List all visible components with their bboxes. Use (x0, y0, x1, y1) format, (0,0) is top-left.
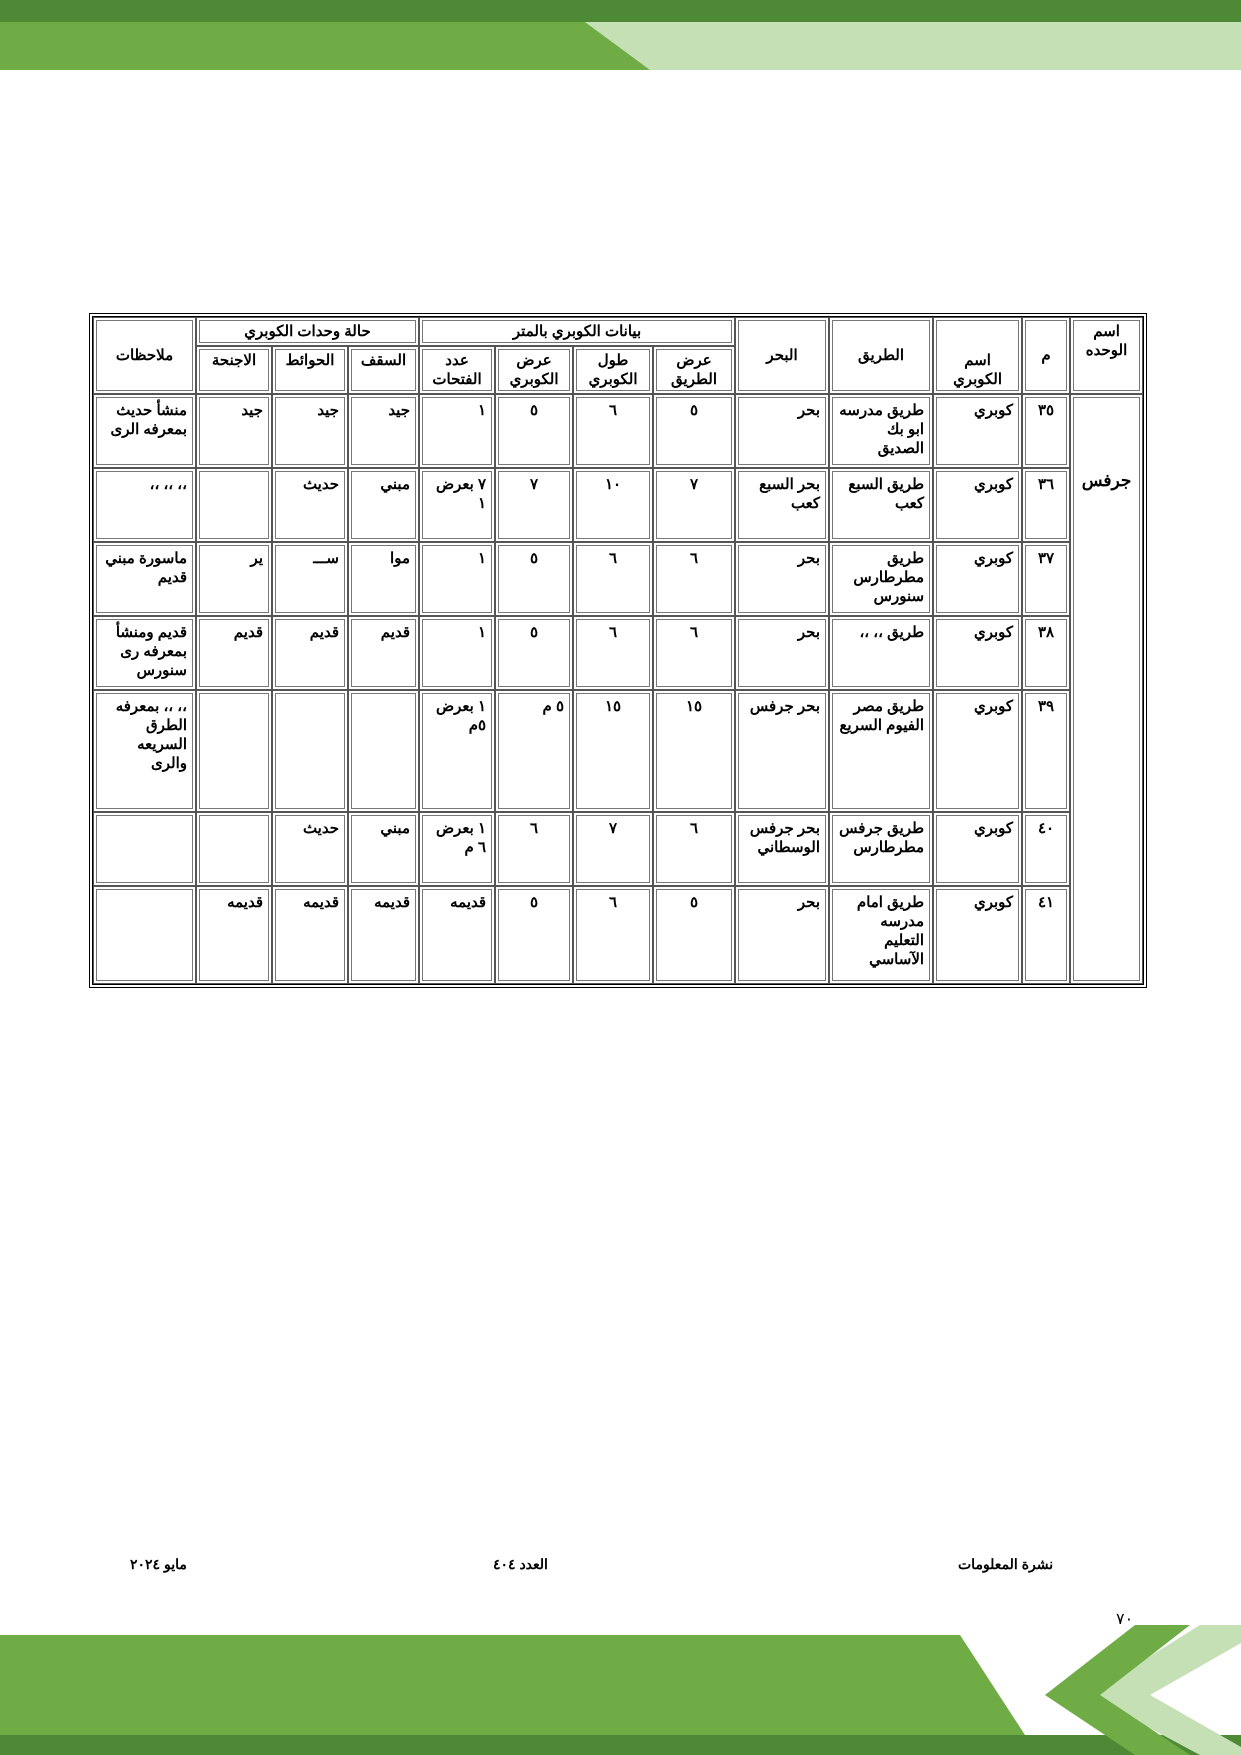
openings-cell: قديمه (419, 886, 495, 984)
bridge-name-cell: كوبري (933, 468, 1022, 542)
header-serial: م (1022, 317, 1070, 394)
header-bridge-length: طول الكوبري (573, 346, 653, 394)
width-cell: ٥ (495, 542, 573, 616)
table-row (93, 468, 1143, 542)
footer-publication: نشرة المعلومات (958, 1556, 1054, 1572)
table-row (93, 690, 1143, 812)
header-wings: الاجنحة (196, 346, 272, 394)
openings-cell: ١ بعرض ٥م (419, 690, 495, 812)
wings-cell: جيد (196, 394, 272, 468)
header-bridge-name: اسم الكوبري (933, 317, 1022, 394)
canal-cell: بحر (735, 542, 829, 616)
roof-cell: مبني (348, 468, 419, 542)
footer-dark-strip (0, 1735, 1241, 1755)
bridges-table (92, 316, 1144, 985)
notes-cell: ،، ،، ،، (93, 468, 196, 542)
header-canal: البحر (735, 317, 829, 394)
serial-cell: ٣٦ (1022, 468, 1070, 542)
canal-cell: بحر (735, 616, 829, 690)
serial-cell: ٣٨ (1022, 616, 1070, 690)
road-cell: طريق مصر الفيوم السريع (829, 690, 933, 812)
width-cell: ٥ (495, 616, 573, 690)
wings-cell (196, 690, 272, 812)
notes-cell (93, 812, 196, 886)
roof-cell: جيد (348, 394, 419, 468)
serial-cell: ٣٧ (1022, 542, 1070, 616)
header-bridge-width: عرض الكوبري (495, 346, 573, 394)
walls-cell: قديمه (272, 886, 348, 984)
canal-cell: بحر جرفس الوسطاني (735, 812, 829, 886)
serial-cell: ٤٠ (1022, 812, 1070, 886)
walls-cell: جيد (272, 394, 348, 468)
header-light-band (585, 22, 1241, 70)
bridge-name-cell: كوبري (933, 690, 1022, 812)
canal-cell: بحر (735, 886, 829, 984)
table-row (93, 886, 1143, 984)
walls-cell (272, 690, 348, 812)
footer-decoration (0, 1625, 1241, 1755)
width-cell: ٦ (495, 812, 573, 886)
serial-cell: ٤١ (1022, 886, 1070, 984)
notes-cell: ،، ،، بمعرفه الطرق السريعه والرى (93, 690, 196, 812)
roof-cell: موا (348, 542, 419, 616)
wings-cell (196, 468, 272, 542)
bridge-name-cell: كوبري (933, 812, 1022, 886)
page-number: ٧٠ (1116, 1611, 1134, 1628)
bridge-name-cell: كوبري (933, 616, 1022, 690)
road-width-cell: ٥ (653, 886, 735, 984)
bridge-name-cell: كوبري (933, 394, 1022, 468)
bridge-name-cell: كوبري (933, 886, 1022, 984)
header-walls: الحوائط (272, 346, 348, 394)
header-dark-strip (0, 0, 1241, 22)
width-cell: ٥ (495, 886, 573, 984)
road-cell: طريق امام مدرسه التعليم الآساسي (829, 886, 933, 984)
header-decoration (0, 0, 1241, 72)
footer-date: مايو ٢٠٢٤ (130, 1556, 187, 1572)
header-green-band (0, 22, 650, 70)
roof-cell (348, 690, 419, 812)
length-cell: ١٠ (573, 468, 653, 542)
canal-cell: بحر السبع كعب (735, 468, 829, 542)
length-cell: ٦ (573, 394, 653, 468)
canal-cell: بحر (735, 394, 829, 468)
road-width-cell: ٥ (653, 394, 735, 468)
width-cell: ٥ م (495, 690, 573, 812)
road-cell: طريق مطرطارس سنورس (829, 542, 933, 616)
width-cell: ٧ (495, 468, 573, 542)
length-cell: ٧ (573, 812, 653, 886)
roof-cell: مبني (348, 812, 419, 886)
header-unit-name: اسم الوحده (1070, 317, 1143, 394)
openings-cell: ١ بعرض ٦ م (419, 812, 495, 886)
notes-cell: ماسورة مبني قديم (93, 542, 196, 616)
length-cell: ٦ (573, 542, 653, 616)
road-width-cell: ٦ (653, 812, 735, 886)
walls-cell: قديم (272, 616, 348, 690)
openings-cell: ١ (419, 394, 495, 468)
notes-cell: منشأ حديث بمعرفه الرى (93, 394, 196, 468)
width-cell: ٥ (495, 394, 573, 468)
roof-cell: قديمه (348, 886, 419, 984)
bridge-name-cell: كوبري (933, 542, 1022, 616)
serial-cell: ٣٥ (1022, 394, 1070, 468)
road-width-cell: ١٥ (653, 690, 735, 812)
table-row (93, 616, 1143, 690)
road-cell: طريق مدرسه ابو بك الصديق (829, 394, 933, 468)
walls-cell: ســـ (272, 542, 348, 616)
wings-cell (196, 812, 272, 886)
header-row-1 (93, 317, 1143, 346)
notes-cell (93, 886, 196, 984)
table-row (93, 394, 1143, 468)
header-road: الطريق (829, 317, 933, 394)
length-cell: ٦ (573, 886, 653, 984)
table-row (93, 812, 1143, 886)
walls-cell: حديث (272, 468, 348, 542)
road-cell: طريق ،، ،، (829, 616, 933, 690)
footer-issue: العدد ٤٠٤ (493, 1556, 548, 1572)
road-width-cell: ٦ (653, 542, 735, 616)
wings-cell: قديمه (196, 886, 272, 984)
header-condition-group: حالة وحدات الكوبري (196, 317, 419, 346)
table-row (93, 542, 1143, 616)
road-cell: طريق جرفس مطرطارس (829, 812, 933, 886)
header-openings: عدد الفتحات (419, 346, 495, 394)
walls-cell: حديث (272, 812, 348, 886)
road-width-cell: ٧ (653, 468, 735, 542)
canal-cell: بحر جرفس (735, 690, 829, 812)
header-road-width: عرض الطريق (653, 346, 735, 394)
unit-name-cell: جرفس (1070, 394, 1143, 984)
wings-cell: ير (196, 542, 272, 616)
header-bridge-data-group: بيانات الكوبري بالمتر (419, 317, 735, 346)
length-cell: ٦ (573, 616, 653, 690)
notes-cell: قديم ومنشأ بمعرفه رى سنورس (93, 616, 196, 690)
road-width-cell: ٦ (653, 616, 735, 690)
openings-cell: ٧ بعرض ١ (419, 468, 495, 542)
roof-cell: قديم (348, 616, 419, 690)
road-cell: طريق السبع كعب (829, 468, 933, 542)
openings-cell: ١ (419, 542, 495, 616)
header-notes: ملاحظات (93, 317, 196, 394)
wings-cell: قديم (196, 616, 272, 690)
serial-cell: ٣٩ (1022, 690, 1070, 812)
header-roof: السقف (348, 346, 419, 394)
length-cell: ١٥ (573, 690, 653, 812)
openings-cell: ١ (419, 616, 495, 690)
